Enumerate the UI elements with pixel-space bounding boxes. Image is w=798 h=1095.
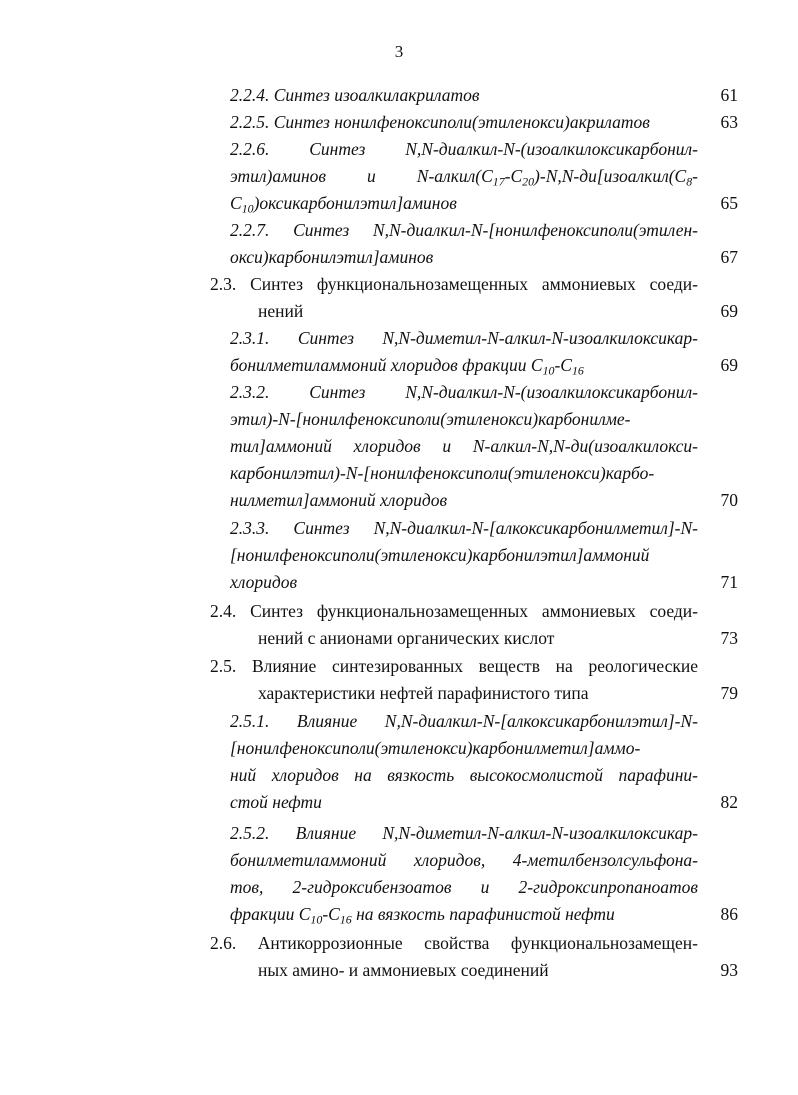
toc-page-number: 67 <box>720 247 738 267</box>
toc-entry-line: 2.3. Синтез функциональнозамещенных аммониевых соеди- <box>210 274 698 294</box>
toc-entry-line: бонилметиламмоний хлоридов фракции $C_{10}-C_{16}$ <box>230 355 584 378</box>
toc-page-number: 86 <box>720 904 738 924</box>
subscript-text: 20 <box>522 174 535 189</box>
toc-entry-line: тов, 2-гидроксибензоатов и 2-гидроксипропаноатов <box>230 877 698 897</box>
toc-entry-line: нений <box>258 301 304 321</box>
toc-entry-line: ных амино- и аммониевых соединений <box>258 960 549 980</box>
toc-entry-line: окси)карбонилэтил]аминов <box>230 247 434 267</box>
toc-entry-line: 2.5.2. Влияние N,N-диметил-N-алкил-N-изоалкилоксикар- <box>230 823 698 843</box>
toc-entry-line: хлоридов <box>230 572 298 592</box>
toc-entry-line: 2.2.6. Синтез N,N-диалкил-N-(изоалкилоксикарбонил- <box>230 139 698 159</box>
toc-page-number: 69 <box>720 301 738 321</box>
toc-entry-line: [нонилфеноксиполи(этиленокси)карбонилметил]аммо- <box>230 738 641 758</box>
toc-entry-line: 2.2.7. Синтез N,N-диалкил-N-[нонилфеноксиполи(этилен- <box>230 220 698 240</box>
subscript-text: 10 <box>310 912 323 927</box>
toc-entry-line: 2.2.5. Синтез нонилфеноксиполи(этиленокси)акрилатов <box>230 112 650 132</box>
subscript-text: 17 <box>492 174 505 189</box>
toc-entry-line: 2.6. Антикоррозионные свойства функциональнозамещен- <box>210 933 698 953</box>
toc-page-number: 63 <box>720 112 738 132</box>
toc-entry-line: тил]аммоний хлоридов и N-алкил-N,N-ди(изоалкилокси- <box>230 436 698 456</box>
toc-entry-line: [нонилфеноксиполи(этиленокси)карбонилэтил]аммоний <box>230 545 650 565</box>
toc-page-number: 93 <box>720 960 738 980</box>
toc-page-number: 82 <box>720 792 738 812</box>
toc-page-number: 73 <box>720 628 738 648</box>
toc-entry-line: нилметил]аммоний хлоридов <box>230 490 448 510</box>
toc-page-number: 61 <box>720 85 738 105</box>
toc-entry-line: бонилметиламмоний хлоридов, 4-метилбензолсульфона- <box>230 850 698 870</box>
toc-entry-line: 2.3.2. Синтез N,N-диалкил-N-(изоалкилоксикарбонил- <box>230 382 698 402</box>
toc-entry-line: этил)-N-[нонилфеноксиполи(этиленокси)карбонилме- <box>230 409 631 429</box>
subscript-text: 8 <box>686 174 693 189</box>
toc-entry-line: 2.2.4. Синтез изоалкилакрилатов <box>230 85 480 105</box>
toc-page-number: 65 <box>720 193 738 213</box>
toc-entry-line: характеристики нефтей парафинистого типа <box>258 683 589 703</box>
page-number: 3 <box>394 42 404 61</box>
toc-entry-line: нений с анионами органических кислот <box>258 628 555 648</box>
toc-entry-line: карбонилэтил)-N-[нонилфеноксиполи(этиленокси)карбо- <box>230 463 655 483</box>
toc-page-number: 71 <box>720 572 738 592</box>
toc-page-number: 70 <box>720 490 738 510</box>
toc-entry-line: ний хлоридов на вязкость высокосмолистой парафини- <box>230 765 698 785</box>
toc-entry-line: 2.3.3. Синтез N,N-диалкил-N-[алкоксикарбонилметил]-N- <box>230 518 698 538</box>
toc-page-number: 79 <box>720 683 738 703</box>
subscript-text: 16 <box>571 363 584 378</box>
toc-entry-line: 2.3.1. Синтез N,N-диметил-N-алкил-N-изоалкилоксикар- <box>230 328 698 348</box>
subscript-text: 10 <box>241 201 254 216</box>
toc-entry-line: $C_{10})оксикарбонилэтил]аминов$ <box>230 193 457 216</box>
subscript-text: 16 <box>339 912 352 927</box>
subscript-text: 10 <box>542 363 555 378</box>
toc-entry-line: 2.5.1. Влияние N,N-диалкил-N-[алкоксикарбонилэтил]-N- <box>230 711 698 731</box>
toc-entry-line: фракции $C_{10}-C_{16}$ на вязкость парафинистой нефти <box>230 904 615 927</box>
toc-entry-line: 2.5. Влияние синтезированных веществ на реологические <box>210 656 698 676</box>
toc-entry-line: 2.4. Синтез функциональнозамещенных аммониевых соеди- <box>210 601 698 621</box>
toc-entry-line: стой нефти <box>230 792 322 812</box>
toc-page-number: 69 <box>720 355 738 375</box>
toc-entry-line: этил)аминов и $N-алкил(C_{17}-C_{20})-N,N-ди[изоалкил(C_8-$ <box>230 166 698 189</box>
